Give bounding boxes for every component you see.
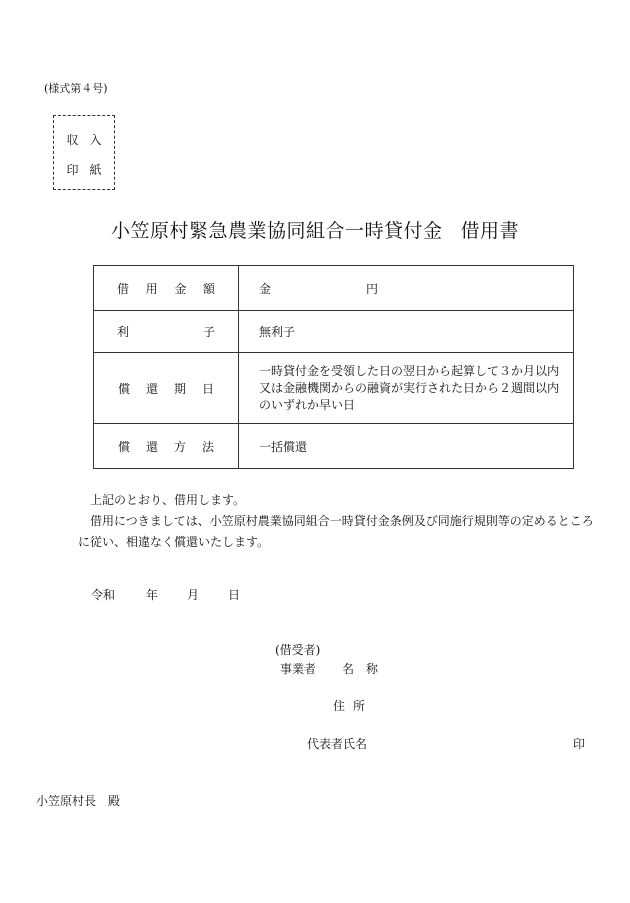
business-label: 事業者 [280,662,317,676]
stamp-box-line-1: 収入 [66,133,113,147]
repayment-method-value: 一括償還 [239,424,574,469]
table-row-repayment-method [94,424,574,469]
amount-unit: 円 [366,281,379,296]
repayment-method-label: 償 還 方 法 [94,424,239,469]
revenue-stamp-box [53,115,115,190]
stamp-box-line-2: 印紙 [66,163,113,177]
business-name-label [280,660,378,677]
borrower-heading: (借受者) [275,643,321,657]
name-label: 名 称 [342,662,379,676]
date-year: 年 [146,588,159,602]
table-row-repayment-period [94,353,574,424]
document-title [0,216,630,243]
seal-mark: 印 [573,737,586,751]
date-month: 月 [187,588,200,602]
amount-value [239,266,574,311]
repayment-period-label: 償 還 期 日 [94,353,239,424]
loan-terms-table [93,265,574,469]
date-era: 令和 [91,588,116,602]
repayment-period-value: 一時貸付金を受領した日の翌日から起算して３か月以内又は金融機関からの融資が実行された日から２週間以内のいずれか早い日 [239,353,574,424]
representative-name-label: 代表者氏名 [307,737,368,751]
addressee [36,792,120,809]
interest-label: 利 子 [94,311,239,353]
declaration-paragraph-2: 借用につきましては、小笠原村農業協同組合一時貸付金条例及び同施行規則等の定めるところに従い、相違なく償還いたします。 [78,514,594,549]
declaration-text [78,490,598,553]
table-row-interest [94,311,574,353]
interest-value: 無利子 [239,311,574,353]
date-line [91,586,240,603]
address-label: 住所 [333,699,374,713]
table-row-amount [94,266,574,311]
date-day: 日 [228,588,241,602]
addressee-honorific: 殿 [108,794,121,808]
form-number: (様式第４号) [44,82,108,95]
amount-label: 借 用 金 額 [94,266,239,311]
declaration-paragraph-1: 上記のとおり、借用します。 [90,493,246,507]
amount-prefix: 金 [259,281,272,296]
document-title-main: 小笠原村緊急農業協同組合一時貸付金 [110,220,443,242]
document-title-suffix: 借用書 [460,220,520,242]
addressee-name: 小笠原村長 [36,794,97,808]
